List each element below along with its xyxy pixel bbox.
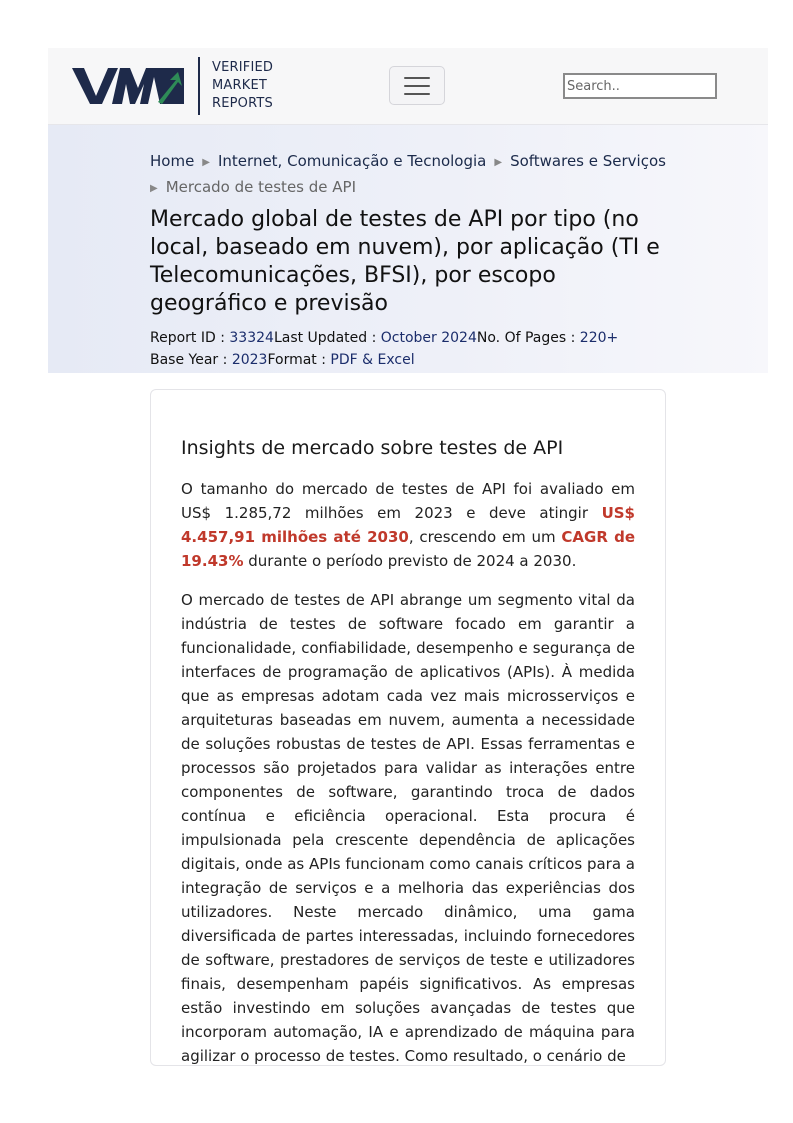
last-updated-label: Last Updated :: [273, 330, 381, 346]
logo-text: [212, 59, 273, 113]
breadcrumb-internet[interactable]: Internet, Comunicação e Tecnologia: [218, 152, 487, 170]
hamburger-bar: [404, 85, 430, 87]
report-id-value: 33324: [229, 330, 274, 346]
p1-text-a: O tamanho do mercado de testes de API foi avaliado em US$ 1.285,72 milhões em 2023 e deve atingir: [181, 480, 635, 522]
breadcrumb-home[interactable]: Home: [150, 152, 195, 170]
page-title: Mercado global de testes de API por tipo (no local, baseado em nuvem), por aplicação (TI e Telecomunicações, BFSI), por escopo geográfico e previsão: [150, 207, 660, 316]
market-value-highlight: US$ 4.457,91 milhões até 2030: [181, 504, 635, 546]
logo-line-verified: VERIFIED: [212, 60, 274, 75]
chevron-right-icon: ▶: [494, 157, 503, 168]
search-input[interactable]: [563, 73, 717, 99]
site-header: [48, 48, 768, 125]
hamburger-bar: [404, 93, 430, 95]
breadcrumb: [150, 149, 670, 201]
logo-divider: [198, 57, 200, 115]
chevron-right-icon: ▶: [202, 157, 210, 168]
insights-paragraph-1: [181, 477, 635, 573]
report-meta: [150, 327, 670, 371]
insights-paragraph-2: O mercado de testes de API abrange um segmento vital da indústria de testes de software focado em garantir a funcionalidade, confiabilidade, desempenho e segurança de interfaces de programação de aplicativos (APIs). À medida que as empresas adotam cada vez mais microsserviços e arquiteturas baseadas em nuvem, aumenta a necessidade de soluções robustas de testes de API. Essas ferramentas e processos são projetados para validar as interações entre componentes de software, garantindo troca de dados contínua e eficiência operacional. Esta procura é impulsionada pela crescente dependência de aplicações digitais, onde as APIs funcionam como canais críticos para a integração de serviços e a melhoria das experiências dos utilizadores. Neste mercado dinâmico, uma gama diversificada de partes interessadas, incluindo fornecedores de software, prestadores de serviços de teste e utilizadores finais, desempenham papéis significativos. As empresas estão investindo em soluções avançadas de testes que incorporam automação, IA e aprendizado de máquina para agilizar o processo de testes. Como resultado, o cenário de: [181, 591, 635, 1065]
cagr-highlight: CAGR de 19.43%: [181, 528, 636, 570]
format-label: Format :: [267, 352, 331, 368]
format-value: PDF & Excel: [330, 352, 415, 368]
hamburger-menu-icon: [404, 77, 430, 79]
report-id-label: Report ID :: [150, 330, 230, 346]
logo-mark-icon: [72, 66, 184, 106]
hamburger-menu-button[interactable]: [389, 66, 445, 105]
insights-heading: Insights de mercado sobre testes de API: [181, 437, 564, 459]
breadcrumb-current: Mercado de testes de API: [165, 178, 357, 196]
p1-text-b: , crescendo em um: [408, 528, 562, 546]
last-updated-value: October 2024: [380, 330, 477, 346]
logo[interactable]: [72, 56, 273, 116]
logo-line-market: MARKET: [212, 78, 268, 93]
base-year-label: Base Year :: [150, 352, 232, 368]
chevron-right-icon: ▶: [150, 183, 158, 194]
logo-line-reports: REPORTS: [212, 96, 273, 111]
pages-value: 220+: [579, 330, 619, 346]
breadcrumb-software[interactable]: Softwares e Serviços: [510, 152, 666, 170]
insights-card: [150, 389, 666, 1066]
pages-label: No. Of Pages :: [476, 330, 580, 346]
report-hero: [48, 125, 768, 373]
base-year-value: 2023: [231, 352, 268, 368]
p1-text-c: durante o período previsto de 2024 a 2030.: [243, 552, 577, 570]
